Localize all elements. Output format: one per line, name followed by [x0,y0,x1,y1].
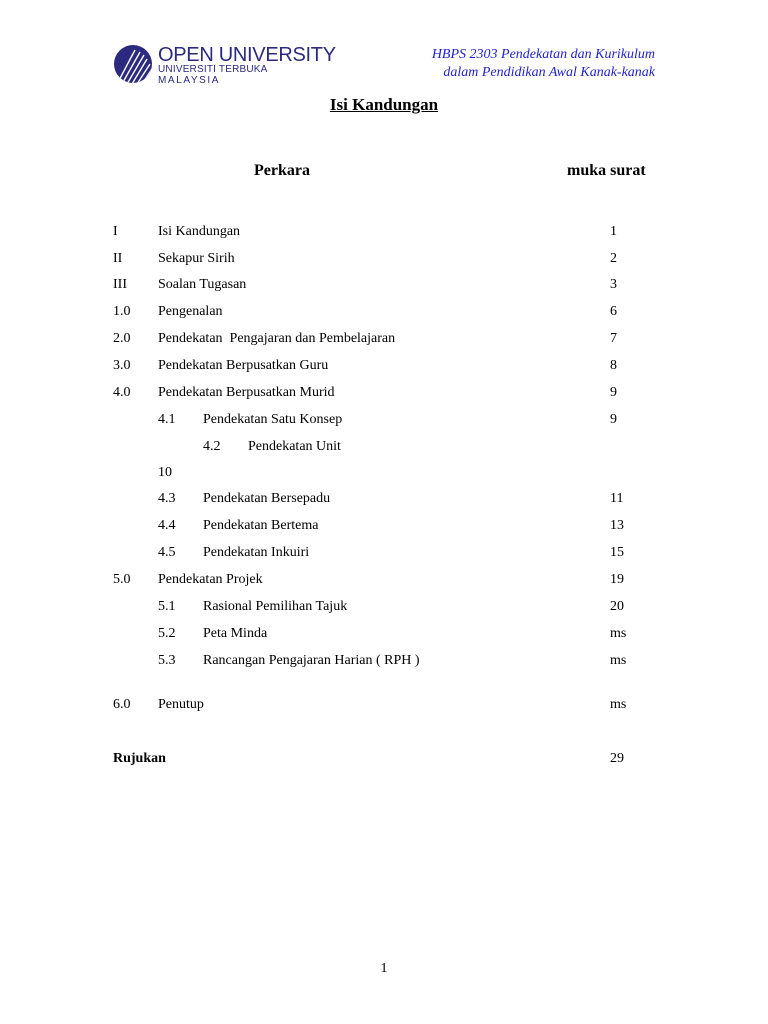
toc-number: 5.1 [158,599,176,614]
toc-title: Rujukan [113,751,166,766]
toc-page: 9 [610,385,617,400]
toc-number: III [113,277,127,292]
toc-title: Pendekatan Inkuiri [203,545,310,560]
toc-number: I [113,224,118,239]
toc-entry [0,653,768,671]
toc-number: 5.2 [158,626,176,641]
course-header [432,46,655,82]
toc-title: Peta Minda [203,626,268,641]
toc-number: 4.0 [113,385,131,400]
toc-title: Pendekatan Projek [158,572,263,587]
toc-entry [0,491,768,509]
toc-title: Pendekatan Berpusatkan Guru [158,358,329,373]
toc-number: II [113,251,123,266]
toc-entry [0,599,768,617]
toc-entry-rujukan [0,751,768,769]
toc-title: Pengenalan [158,304,223,319]
toc-page: 9 [610,412,617,427]
toc-page: 2 [610,251,617,266]
toc-title: Isi Kandungan [158,224,241,239]
toc-page: 6 [610,304,617,319]
toc-entry [0,304,768,322]
toc-entry [0,545,768,563]
toc-entry [0,331,768,349]
toc-page: 20 [610,599,624,614]
toc-page: 19 [610,572,624,587]
toc-page: 15 [610,545,624,560]
toc-page: 29 [610,751,624,766]
toc-page: ms [610,697,627,712]
toc-entry [0,439,768,457]
toc-number: 5.3 [158,653,176,668]
toc-title: Rasional Pemilihan Tajuk [203,599,348,614]
toc-number: 4.2 [203,439,221,454]
toc-number: 4.4 [158,518,176,533]
toc-number: 3.0 [113,358,131,373]
column-header-perkara: Perkara [254,162,310,179]
toc-page: 7 [610,331,617,346]
course-line-2: dalam Pendidikan Awal Kanak-kanak [443,65,655,80]
toc-entry-wrapped-page [0,465,768,483]
toc-page: 3 [610,277,617,292]
toc-page: ms [610,653,627,668]
toc-number: 5.0 [113,572,131,587]
toc-entry [0,518,768,536]
toc-title: Pendekatan Berpusatkan Murid [158,385,335,400]
toc-entry [0,358,768,376]
toc-title: Penutup [158,697,204,712]
toc-number: 4.5 [158,545,176,560]
toc-number: 4.3 [158,491,176,506]
logo-title: OPEN UNIVERSITY [158,44,336,66]
toc-page: ms [610,626,627,641]
toc-page: 1 [610,224,617,239]
toc-number: 2.0 [113,331,131,346]
toc-entry [0,626,768,644]
toc-title: Pendekatan Satu Konsep [203,412,343,427]
logo-country: MALAYSIA [158,75,221,86]
logo-globe-icon [113,44,153,84]
toc-entry [0,572,768,590]
course-line-1: HBPS 2303 Pendekatan dan Kurikulum [431,47,655,62]
toc-title: Sekapur Sirih [158,251,235,266]
toc-entry [0,251,768,269]
toc-title: Pendekatan Bersepadu [203,491,331,506]
document-title: Isi Kandungan [329,95,439,114]
toc-page: 13 [610,518,624,533]
toc-title: Rancangan Pengajaran Harian ( RPH ) [203,653,420,668]
toc-entry [0,697,768,715]
column-header-muka-surat: muka surat [567,162,646,179]
toc-page: 8 [610,358,617,373]
university-logo [113,44,336,90]
toc-title: Pendekatan Unit [248,439,341,454]
toc-number: 4.1 [158,412,176,427]
toc-number: 6.0 [113,697,131,712]
toc-title: Pendekatan Pengajaran dan Pembelajaran [158,331,396,346]
toc-entry [0,412,768,430]
toc-entry [0,385,768,403]
page-number: 1 [380,961,388,976]
toc-title: Pendekatan Bertema [203,518,319,533]
toc-page: 11 [610,491,624,506]
toc-entry [0,224,768,242]
toc-title: Soalan Tugasan [158,277,247,292]
toc-entry [0,277,768,295]
toc-page: 10 [158,465,172,480]
logo-subtitle: UNIVERSITI TERBUKA [158,64,268,75]
toc-number: 1.0 [113,304,131,319]
